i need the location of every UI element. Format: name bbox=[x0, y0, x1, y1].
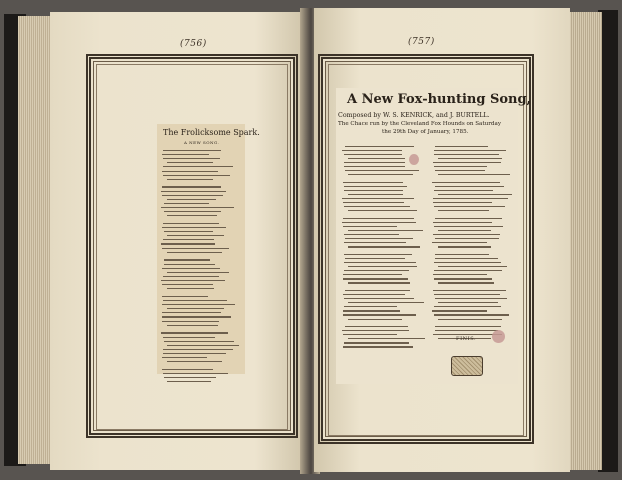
verse-line bbox=[343, 334, 397, 335]
verse-line bbox=[342, 150, 402, 151]
verse-line bbox=[163, 150, 222, 151]
verse-line bbox=[164, 259, 210, 260]
verse-line bbox=[345, 290, 410, 291]
verse-line bbox=[163, 337, 215, 338]
verse-line bbox=[344, 242, 406, 243]
verse-line bbox=[438, 246, 491, 247]
verse-line bbox=[162, 186, 221, 187]
verse-line bbox=[343, 274, 402, 275]
library-stamp-top bbox=[409, 154, 419, 165]
verse-line bbox=[344, 206, 410, 207]
verse-line bbox=[435, 330, 498, 331]
verse-line bbox=[164, 341, 234, 342]
verse-line bbox=[344, 154, 402, 155]
verse-line bbox=[161, 243, 215, 244]
verse-line bbox=[342, 222, 416, 223]
verse-line bbox=[164, 377, 216, 378]
verse-line bbox=[162, 316, 231, 317]
verse-line bbox=[434, 294, 500, 295]
verse-line bbox=[438, 174, 510, 175]
verse-line bbox=[435, 146, 488, 147]
song-sheet-right bbox=[336, 88, 532, 384]
verse-line bbox=[348, 158, 405, 159]
song-title-right: A New Fox-hunting Song, bbox=[347, 92, 532, 107]
verse-line bbox=[434, 154, 499, 155]
verse-line bbox=[345, 258, 405, 259]
verse-line bbox=[345, 326, 409, 327]
verse-line bbox=[344, 262, 416, 263]
verse-line bbox=[344, 254, 412, 255]
verse-line bbox=[167, 179, 213, 180]
verse-line bbox=[348, 210, 417, 211]
verse-line bbox=[162, 321, 219, 322]
verse-line bbox=[344, 186, 408, 187]
verse-line bbox=[348, 246, 420, 247]
page-number-right: (757) bbox=[408, 37, 435, 47]
verse-line bbox=[163, 349, 233, 350]
verse-line bbox=[433, 274, 487, 275]
verse-line bbox=[343, 218, 414, 219]
printer-ornament bbox=[451, 356, 483, 376]
verse-line bbox=[162, 369, 212, 370]
verse-line bbox=[438, 210, 489, 211]
verse-line bbox=[348, 302, 424, 303]
verse-line bbox=[348, 194, 403, 195]
verse-line bbox=[167, 162, 213, 163]
verse-line bbox=[163, 373, 228, 374]
song-subtitle-left: A NEW SONG. bbox=[184, 140, 220, 145]
verse-line bbox=[167, 288, 214, 289]
verse-line bbox=[343, 202, 403, 203]
verse-line bbox=[438, 158, 502, 159]
verse-line bbox=[432, 182, 500, 183]
composers-line: Composed by W. S. KENRICK, and J. BURTELL. bbox=[338, 112, 490, 119]
verse-line bbox=[344, 166, 405, 167]
verse-line bbox=[343, 182, 403, 183]
verse-line bbox=[164, 211, 221, 212]
verse-line bbox=[162, 312, 221, 313]
song-title-left: The Frolicksome Spark. bbox=[163, 128, 260, 137]
verse-line bbox=[167, 345, 239, 346]
verse-line bbox=[163, 239, 214, 240]
verse-line bbox=[167, 325, 218, 326]
verse-line bbox=[162, 248, 229, 249]
verse-line bbox=[433, 222, 492, 223]
verse-line bbox=[343, 294, 406, 295]
verse-line bbox=[344, 342, 409, 343]
verse-line bbox=[163, 276, 219, 277]
verse-line bbox=[344, 270, 408, 271]
verse-line bbox=[344, 298, 414, 299]
verse-line bbox=[163, 223, 220, 224]
verse-line bbox=[167, 361, 222, 362]
verse-line bbox=[167, 272, 229, 273]
verse-line bbox=[164, 203, 210, 204]
verse-line bbox=[164, 264, 215, 265]
verse-line bbox=[167, 199, 216, 200]
verse-line bbox=[345, 146, 414, 147]
verse-line bbox=[343, 314, 416, 315]
verse-line bbox=[344, 162, 405, 163]
verse-line bbox=[163, 166, 233, 167]
verse-line bbox=[162, 304, 235, 305]
verse-line bbox=[435, 298, 507, 299]
verse-line bbox=[162, 171, 218, 172]
verse-line bbox=[162, 227, 226, 228]
library-stamp-bottom bbox=[492, 330, 505, 343]
verse-line bbox=[161, 207, 234, 208]
verse-line bbox=[162, 268, 220, 269]
verse-line bbox=[435, 258, 498, 259]
verse-line bbox=[438, 194, 512, 195]
verse-line bbox=[434, 190, 493, 191]
verse-line bbox=[433, 162, 501, 163]
verse-line bbox=[432, 242, 487, 243]
song-sheet-left bbox=[157, 124, 260, 374]
verse-line bbox=[435, 186, 505, 187]
verse-line bbox=[163, 175, 230, 176]
verse-line bbox=[348, 174, 413, 175]
verse-line bbox=[434, 226, 503, 227]
verse-line bbox=[161, 191, 225, 192]
verse-line bbox=[164, 231, 213, 232]
verse-line bbox=[435, 326, 501, 327]
verse-line bbox=[434, 270, 502, 271]
verse-line bbox=[162, 284, 213, 285]
verse-line bbox=[433, 290, 506, 291]
verse-line bbox=[432, 310, 487, 311]
left-page-edges bbox=[18, 16, 52, 464]
verse-line bbox=[163, 158, 220, 159]
verse-line bbox=[167, 308, 224, 309]
verse-line bbox=[433, 202, 492, 203]
verse-line bbox=[167, 215, 217, 216]
verse-line bbox=[343, 346, 413, 347]
page-number-left: (756) bbox=[180, 39, 207, 49]
verse-line bbox=[162, 195, 223, 196]
verse-line bbox=[345, 170, 419, 171]
finis-label: FINIS. bbox=[456, 336, 477, 342]
verse-line bbox=[435, 254, 490, 255]
verse-line bbox=[167, 381, 211, 382]
verse-line bbox=[345, 238, 414, 239]
dedication-line: The Chace run by the Cleveland Fox Hounds on Saturday bbox=[338, 121, 501, 127]
verse-line bbox=[163, 353, 226, 354]
verse-line bbox=[434, 306, 501, 307]
verse-line bbox=[348, 266, 417, 267]
verse-line bbox=[433, 198, 508, 199]
verse-line bbox=[163, 300, 227, 301]
verse-line bbox=[343, 226, 397, 227]
verse-line bbox=[438, 282, 494, 283]
verse-line bbox=[435, 170, 486, 171]
verse-line bbox=[348, 230, 423, 231]
verse-line bbox=[344, 306, 397, 307]
verse-line bbox=[161, 332, 227, 333]
verse-line bbox=[348, 319, 402, 320]
verse-line bbox=[438, 319, 502, 320]
verse-line bbox=[434, 150, 506, 151]
verse-line bbox=[434, 166, 487, 167]
verse-line bbox=[162, 296, 207, 297]
verse-line bbox=[438, 266, 507, 267]
verse-line bbox=[438, 230, 491, 231]
verse-line bbox=[348, 282, 410, 283]
verse-line bbox=[167, 235, 224, 236]
verse-line bbox=[435, 218, 503, 219]
verse-line bbox=[167, 252, 222, 253]
verse-line bbox=[344, 190, 403, 191]
verse-line bbox=[348, 338, 425, 339]
verse-line bbox=[434, 278, 493, 279]
verse-line bbox=[162, 357, 207, 358]
date-line: the 29th Day of January, 1785. bbox=[382, 129, 469, 135]
verse-line bbox=[343, 310, 400, 311]
verse-line bbox=[434, 206, 506, 207]
verse-line bbox=[342, 198, 414, 199]
verse-line bbox=[438, 302, 498, 303]
verse-line bbox=[435, 238, 499, 239]
verse-line bbox=[434, 314, 510, 315]
verse-line bbox=[161, 280, 225, 281]
verse-line bbox=[342, 330, 409, 331]
verse-line bbox=[162, 154, 209, 155]
verse-line bbox=[344, 234, 398, 235]
right-page-edges bbox=[566, 12, 602, 470]
verse-line bbox=[433, 234, 500, 235]
verse-line bbox=[434, 262, 501, 263]
verse-line bbox=[343, 278, 408, 279]
